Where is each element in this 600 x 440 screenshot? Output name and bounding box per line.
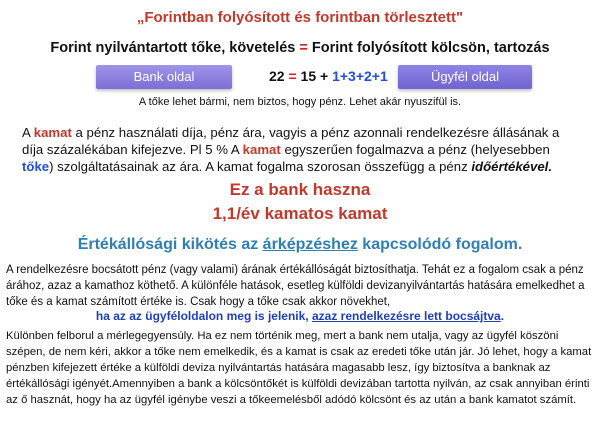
time-value-term: időértékével. [471,159,553,174]
kamat-term: kamat [33,125,72,140]
equation-parts: 1+3+2+1 [332,68,388,84]
equation-lhs: 22 [269,68,285,84]
client-side-button[interactable]: Ügyfél oldal [398,65,532,89]
client-side-condition [0,309,600,323]
toke-term: tőke [22,159,50,174]
value-clause-paragraph: A rendelkezésre bocsátott pénz (vagy valami) árának értékállóságát biztosíthatja. Tehát ez a fogalom csak a pénz árához, azaz a kamathoz köthető. A különféle hatások, esetleg külföldi devizanyilvántartás hatására emelkedhet a tőke és a kamat számított értéke is. Csak hogy a tőke csak akkor növekhet, [6,264,585,308]
heading3-post: kapcsolódó fogalom. [357,236,523,253]
pricing-link[interactable]: árképzéshez [262,236,358,253]
subtitle-left: Forint nyilvántartott tőke, követelés [50,40,296,56]
para1-text: a pénz használati díja, pénz ára, vagyis a pénz azonnali rendelkezésre állásának a díja százalékában kifejezve. Pl 5 % A [22,125,560,157]
equation-base: 15 + [300,68,329,84]
kamat-term: kamat [242,142,281,157]
bank-side-button[interactable]: Bank oldal [96,65,232,89]
subtitle-right: Forint folyósított kölcsön, tartozás [311,40,550,56]
made-available-link[interactable]: azaz rendelkezésre lett bocsájtva [311,309,501,323]
condition-post: . [500,309,505,323]
subtitle [0,40,600,56]
page-title: „Forintban folyósított és forintban törlesztett" [136,9,464,26]
para1-text: egyszerűen fogalmazva a pénz (helyesebben [280,142,550,157]
subtitle-equals: = [299,40,308,56]
equation-equals: = [288,68,297,84]
balance-paragraph: Különben felborul a mérlegegyensúly. Ha ez nem történik meg, mert a bank nem utalja, vagy az ügyfél köszöni szépen, de nem kéri, akkor a tőke nem emelkedik, és a kamat is csak az eredeti tőke után jár. Jó lehet, hogy a kamat pénzben kifejezett értéke a külföldi deviza nyilvántartás hatására magasabb lesz, így biztosítva a banknak az értékállósági igényét.Amennyiben a bank a kölcsöntőkét is külföldi devizában tartotta nyilván, az csak annyiban érinti az ő hasznát, hogy ha az ügyfél igénybe veszi a tőkeemelésből adódó kölcsönt és az után a bank kamatot számít. [6,330,592,406]
condition-pre: ha az az ügyféloldalon meg is jelenik, [95,309,312,323]
equation [269,68,388,84]
interest-paragraph [22,124,582,175]
para1-text: A [22,125,34,140]
heading3-pre: Értékállósági kikötés az [77,236,263,253]
value-clause-heading [0,236,600,254]
bank-profit-highlight: Ez a bank haszna [229,180,371,199]
capital-note: A tőke lehet bármi, nem biztos, hogy pénz. Lehet akár nyuszifül is. [138,96,462,108]
para1-text: ) szolgáltatásainak az ára. A kamat fogalma szorosan összefügg a pénz [49,159,472,174]
compound-interest-highlight: 1,1/év kamatos kamat [212,204,388,223]
